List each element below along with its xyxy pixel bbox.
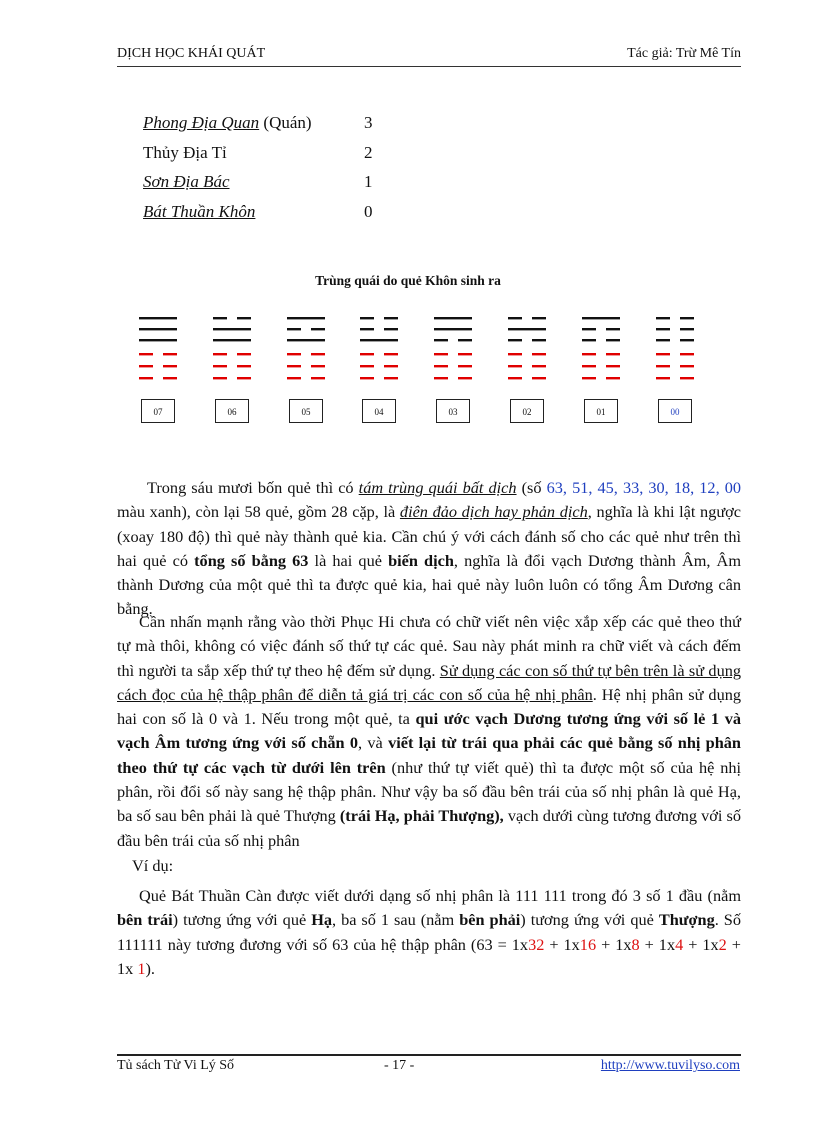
yang-line [139, 339, 177, 341]
list-item-value: 3 [364, 113, 373, 132]
yin-line [384, 353, 398, 355]
hexagram-03 [434, 313, 472, 383]
yang-line [360, 339, 398, 341]
blue-numbers: 63, 51, 45, 33, 30, 18, 12, 00 [546, 478, 742, 497]
yin-line [532, 339, 546, 341]
yin-line [213, 365, 227, 367]
yang-line [139, 317, 177, 319]
hexagram-number-box: 03 [436, 399, 470, 423]
yin-line [213, 377, 227, 379]
yang-line [434, 317, 472, 319]
figure-title: Trùng quái do quẻ Khôn sinh ra [315, 273, 501, 288]
yin-line [532, 377, 546, 379]
yin-line [139, 365, 153, 367]
yin-line [532, 317, 546, 319]
yin-line [508, 365, 522, 367]
yin-line [582, 353, 596, 355]
footer-link[interactable]: http://www.tuvilyso.com [600, 1058, 740, 1073]
header-author: Tác giả: Trừ Mê Tín [627, 46, 741, 61]
yang-line [434, 328, 472, 330]
yin-line [434, 377, 448, 379]
yin-line [237, 317, 251, 319]
hexagram-number-box: 01 [584, 399, 618, 423]
yin-line [508, 377, 522, 379]
yin-line [680, 377, 694, 379]
list-item-value: 0 [364, 201, 373, 221]
yin-line [680, 365, 694, 367]
yin-line [360, 317, 374, 319]
yin-line [311, 377, 325, 379]
yin-line [360, 328, 374, 330]
yin-line [237, 365, 251, 367]
yin-line [680, 339, 694, 341]
list-item [143, 172, 403, 202]
term-phan-dich: điên đảo dịch hay phản dịch [399, 502, 588, 522]
yang-line [213, 328, 251, 330]
hexagram-05 [287, 313, 325, 383]
list-item-value: 1 [364, 172, 373, 191]
yin-line [237, 377, 251, 379]
list-item-value: 2 [364, 142, 373, 162]
page-header [117, 46, 741, 67]
yin-line [458, 377, 472, 379]
paragraph-2: Cần nhấn mạnh rằng vào thời Phục Hi chưa có chữ viết nên việc xắp xếp các quẻ theo thứ tự mà thôi, không có việc đánh số thứ tự các quẻ. Sau này phát minh ra chữ viết và cách đếm thì người ta sắp xếp thứ tự theo hệ đếm sử dụng. Sử dụng các con số thứ tự bên trên là sử dụng cách đọc của hệ thập phân để diễn tả giá trị các con số của hệ nhị phân. Hệ nhị phân sử dụng hai con số là 0 và 1. Nếu trong một quẻ, ta qui ước vạch Dương tương ứng với số lẻ 1 và vạch Âm tương ứng với số chẵn 0, và viết lại từ trái qua phải các quẻ bằng số nhị phân theo thứ tự các vạch từ dưới lên trên (như thứ tự viết quẻ) thì ta được một số của hệ nhị phân, rồi đổi số này sang hệ thập phân. Như vậy ba số đầu bên trái của số nhị phân là quẻ Hạ, ba số sau bên phải là quẻ Thượng (trái Hạ, phải Thượng), vạch dưới cùng tương đương với số đầu bên trái của số nhị phân [117, 612, 741, 850]
yin-line [508, 339, 522, 341]
yang-line [582, 317, 620, 319]
yin-line [656, 317, 670, 319]
yin-line [384, 377, 398, 379]
yin-line [582, 339, 596, 341]
yang-line [213, 339, 251, 341]
yin-line [384, 317, 398, 319]
list-item-name: Thủy Địa Tỉ [143, 142, 227, 162]
hexagram-number-box: 05 [289, 399, 323, 423]
yin-line [163, 353, 177, 355]
yin-line [360, 377, 374, 379]
yin-line [213, 353, 227, 355]
header-title: DỊCH HỌC KHÁI QUÁT [117, 46, 266, 61]
yin-line [508, 317, 522, 319]
yin-line [458, 365, 472, 367]
yin-line [458, 339, 472, 341]
yin-line [434, 365, 448, 367]
yin-line [139, 353, 153, 355]
yang-line [508, 328, 546, 330]
yin-line [434, 353, 448, 355]
hexagram-number-box: 00 [658, 399, 692, 423]
hexagram-04 [360, 313, 398, 383]
hexagram-number-box: 04 [362, 399, 396, 423]
yin-line [287, 365, 301, 367]
yin-line [139, 377, 153, 379]
yin-line [311, 353, 325, 355]
hexagram-number-box: 02 [510, 399, 544, 423]
yin-line [360, 365, 374, 367]
yin-line [384, 328, 398, 330]
yin-line [680, 353, 694, 355]
hexagram-list [143, 113, 403, 231]
yin-line [656, 328, 670, 330]
yin-line [311, 365, 325, 367]
yin-line [582, 377, 596, 379]
yang-line [287, 339, 325, 341]
list-item-suffix: (Quán) [259, 113, 312, 132]
hexagram-number-box: 06 [215, 399, 249, 423]
paragraph-1: Trong sáu mươi bốn quẻ thì có tám trùng quái bất dịch (số 63, 51, 45, 33, 30, 18, 12, 00 màu xanh), còn lại 58 quẻ, gồm 28 cặp, là điên đảo dịch hay phản dịch, nghĩa là khi lật ngược (xoay 180 độ) thì quẻ này thành quẻ kia. Cần chú ý với cách đánh số cho các quẻ như trên thì hai quẻ có tổng số bằng 63 là hai quẻ biến dịch, nghĩa là đổi vạch Dương thành Âm, Âm thành Dương của một quẻ thì ta được quẻ kia, hai quẻ này luôn luôn có tổng Âm Dương cân bằng. [117, 478, 742, 619]
yin-line [360, 353, 374, 355]
yin-line [532, 353, 546, 355]
page-number: - 17 - [384, 1058, 415, 1073]
yin-line [458, 353, 472, 355]
yang-line [287, 317, 325, 319]
yang-line [139, 328, 177, 330]
list-item [143, 113, 403, 143]
yin-line [287, 353, 301, 355]
list-item [143, 202, 403, 232]
yin-line [163, 365, 177, 367]
hexagram-06 [213, 313, 251, 383]
yin-line [163, 377, 177, 379]
yin-line [213, 317, 227, 319]
paragraph-3: Ví dụ: [132, 856, 174, 875]
footer-left: Tủ sách Tử Vi Lý Số [117, 1058, 235, 1073]
hexagram-00 [656, 313, 694, 383]
yin-line [606, 377, 620, 379]
term-bat-dich: tám trùng quái bất dịch [358, 478, 517, 497]
underlined-sentence: Sử dụng các con số thứ tự bên trên là sử dụng cách đọc của hệ thập phân để diễn tả giá trị các con số của hệ nhị phân [117, 660, 741, 704]
yin-line [384, 365, 398, 367]
yin-line [287, 328, 301, 330]
yin-line [656, 353, 670, 355]
list-item-name: Bát Thuần Khôn [143, 201, 256, 221]
hexagram-07 [139, 313, 177, 383]
yin-line [237, 353, 251, 355]
yin-line [656, 377, 670, 379]
footer-divider [117, 1054, 741, 1056]
yin-line [582, 328, 596, 330]
yin-line [434, 339, 448, 341]
paragraph-4: Quẻ Bát Thuần Càn được viết dưới dạng số nhị phân là 111 111 trong đó 3 số 1 đầu (nằm bên trái) tương ứng với quẻ Hạ, ba số 1 sau (nằm bên phải) tương ứng với quẻ Thượng. Số 111111 này tương đương với số 63 của hệ thập phân (63 = 1x32 + 1x16 + 1x8 + 1x4 + 1x2 + 1x 1). [117, 886, 741, 978]
yin-line [606, 365, 620, 367]
yin-line [606, 339, 620, 341]
yin-line [287, 377, 301, 379]
yin-line [680, 317, 694, 319]
hexagram-01 [582, 313, 620, 383]
list-item [143, 143, 403, 173]
yin-line [508, 353, 522, 355]
hexagram-02 [508, 313, 546, 383]
list-item-name: Sơn Địa Bác [143, 172, 230, 191]
yin-line [606, 353, 620, 355]
yin-line [656, 339, 670, 341]
hexagram-number-box: 07 [141, 399, 175, 423]
yin-line [532, 365, 546, 367]
yin-line [680, 328, 694, 330]
yin-line [582, 365, 596, 367]
list-item-name: Phong Địa Quan [143, 113, 260, 132]
yin-line [606, 328, 620, 330]
yin-line [656, 365, 670, 367]
yin-line [311, 328, 325, 330]
